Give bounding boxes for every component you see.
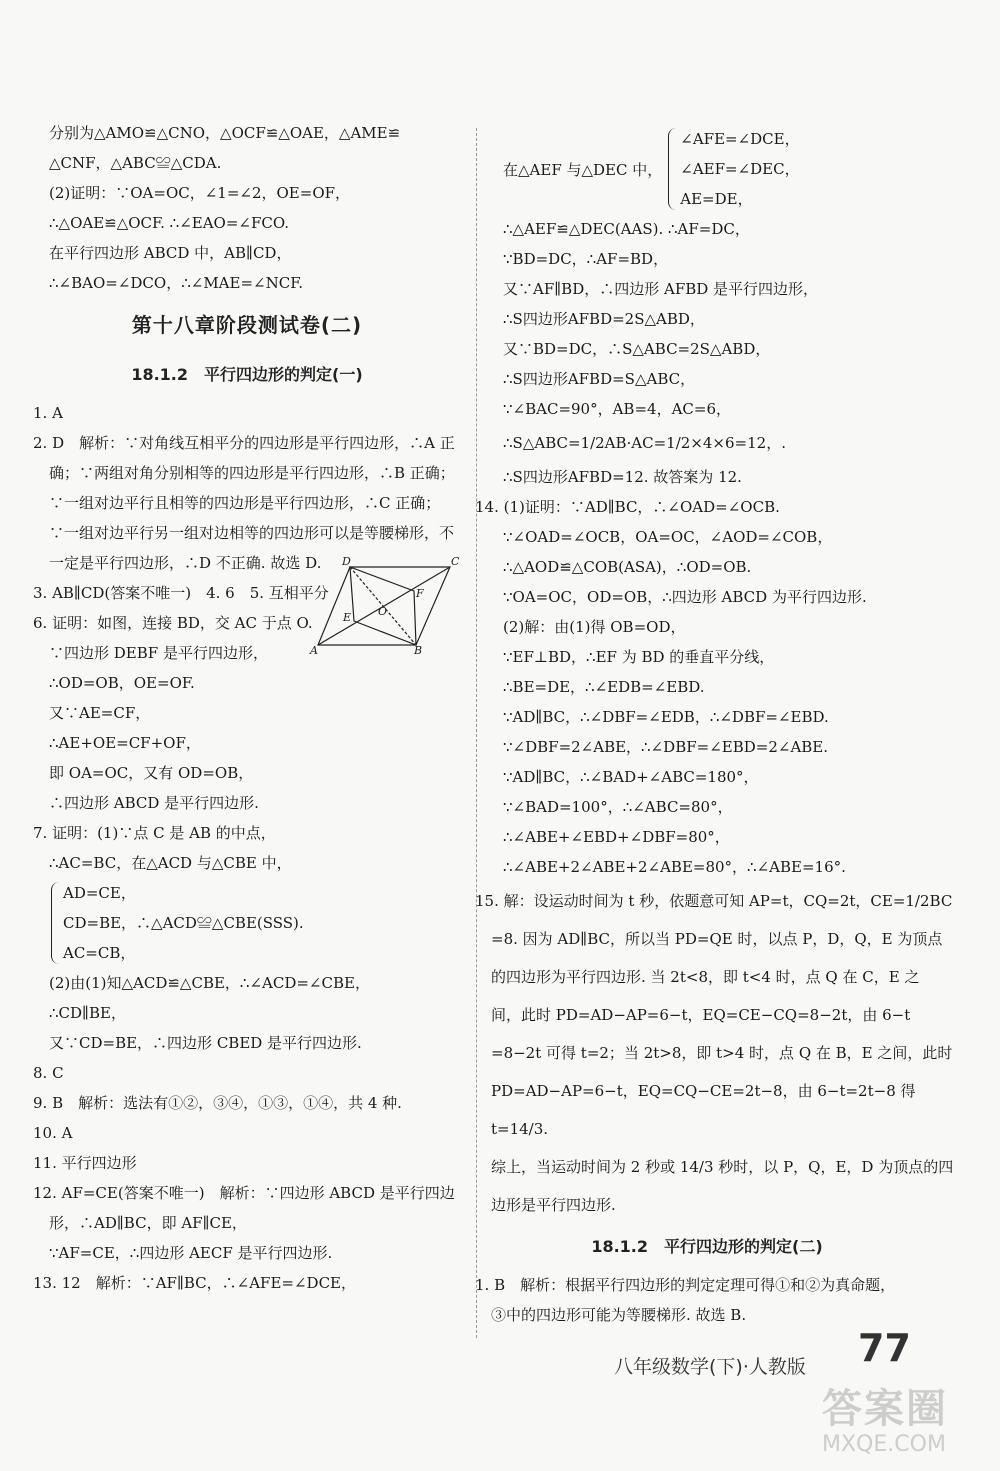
book-title: 八年级数学(下)·人教版: [614, 1356, 806, 1378]
solution-line: 14. (1)证明：∵AD∥BC，∴∠OAD=∠OCB.: [475, 498, 780, 516]
brace-icon: [668, 128, 679, 210]
answer-line: 一定是平行四边形，∴D 不正确. 故选 D.: [49, 554, 322, 572]
solution-line: ∴△AOD≌△COB(ASA)，∴OD=OB.: [503, 558, 752, 576]
equation-system: [49, 878, 461, 968]
solution-line: ∵EF⊥BD，∴EF 为 BD 的垂直平分线，: [503, 648, 775, 666]
solution-line: 15. 解：设运动时间为 t 秒，依题意可知 AP=t，CQ=2t，CE=1/2BC: [475, 892, 953, 910]
answer-line: ∵四边形 DEBF 是平行四边形，: [49, 644, 268, 662]
text-line: ∴∠BAO=∠DCO，∴∠MAE=∠NCF.: [49, 274, 304, 292]
text-line: 分别为△AMO≌△CNO，△OCF≌△OAE，△AME≌: [49, 124, 401, 142]
answer-line: 又∵CD=BE，∴四边形 CBED 是平行四边形.: [49, 1034, 362, 1052]
solution-line: ∴S四边形AFBD=2S△ABD，: [503, 310, 705, 328]
solution-line: 间，此时 PD=AD−AP=6−t，EQ=CE−CQ=8−2t，由 6−t: [491, 1006, 911, 1024]
answer-line: ∴CD∥BE，: [49, 1004, 126, 1022]
answer-line: 即 OA=OC，又有 OD=OB，: [49, 764, 254, 782]
solution-line: ∴∠ABE+2∠ABE+2∠ABE=80°，∴∠ABE=16°.: [503, 858, 846, 876]
solution-line: ∵AD∥BC，∴∠BAD+∠ABC=180°，: [503, 768, 759, 786]
solution-line: t=14/3.: [491, 1120, 549, 1138]
solution-line: ∵∠BAD=100°，∴∠ABC=80°，: [503, 798, 733, 816]
label-c: C: [451, 555, 460, 568]
solution-13: [487, 214, 927, 492]
answer-line: 2. D 解析：∵对角线互相平分的四边形是平行四边形，∴A 正: [33, 434, 455, 452]
left-column: [33, 118, 461, 1298]
answer-line: 1. A: [33, 404, 63, 422]
label-d: D: [342, 555, 351, 568]
text-line: △CNF，△ABC≌△CDA.: [49, 154, 222, 172]
solution-line: 又∵BD=DC，∴S△ABC=2S△ABD，: [503, 340, 771, 358]
system-line: AC=CB，: [63, 944, 136, 962]
solution-line: ∵∠OAD=∠OCB，OA=OC，∠AOD=∠COB，: [503, 528, 833, 546]
system-line: AE=DE，: [680, 190, 753, 208]
right-column: [475, 124, 954, 1330]
system-prefix: 在△AEF 与△DEC 中，: [503, 160, 663, 179]
text-line: 在平行四边形 ABCD 中，AB∥CD，: [49, 244, 292, 262]
chapter-title: 第十八章阶段测试卷(二): [131, 313, 363, 337]
label-a: A: [310, 644, 318, 657]
solution-line: 1. B 解析：根据平行四边形的判定定理可得①和②为真命题，: [475, 1276, 896, 1294]
solution-line: ∴S四边形AFBD=S△ABC，: [503, 370, 696, 388]
solution-line: ∵OA=OC，OD=OB，∴四边形 ABCD 为平行四边形.: [503, 588, 867, 606]
system-line: ∠AEF=∠DEC，: [680, 160, 800, 178]
answer-line: ∴四边形 ABCD 是平行四边形.: [49, 794, 259, 812]
solution-line: 边形是平行四边形.: [491, 1196, 616, 1214]
parallelogram-figure: [308, 555, 458, 655]
equation-system: [666, 124, 799, 214]
answer-line: 13. 12 解析：∵AF∥BC，∴∠AFE=∠DCE，: [33, 1274, 357, 1292]
solution-line: ∵BD=DC，∴AF=BD，: [503, 250, 669, 268]
answer-line: 6. 证明：如图，连接 BD，交 AC 于点 O.: [33, 614, 313, 632]
text-line: ∴△OAE≌△OCF. ∴∠EAO=∠FCO.: [49, 214, 290, 232]
answer-line: 10. A: [33, 1124, 73, 1142]
solution-line: PD=AD−AP=6−t，EQ=CQ−CE=2t−8，由 6−t=2t−8 得: [491, 1082, 916, 1100]
text-line: (2)证明：∵OA=OC，∠1=∠2，OE=OF，: [49, 184, 351, 202]
solution-line: =8. 因为 AD∥BC，所以当 PD=QE 时，以点 P，D，Q，E 为顶点: [491, 930, 943, 948]
solution-15: [475, 882, 954, 1224]
answer-line: 确；∵两组对角分别相等的四边形是平行四边形，∴B 正确；: [49, 464, 455, 482]
solution-line: ∵∠DBF=2∠ABE，∴∠DBF=∠EBD=2∠ABE.: [503, 738, 829, 756]
system-line: ∠AFE=∠DCE，: [680, 130, 800, 148]
solution-line: 综上，当运动时间为 2 秒或 14/3 秒时，以 P，Q，E，D 为顶点的四: [491, 1158, 954, 1176]
answer-line: 7. 证明：(1)∵点 C 是 AB 的中点，: [33, 824, 276, 842]
solution-line: ③中的四边形可能为等腰梯形. 故选 B.: [491, 1306, 747, 1324]
page-number: 77: [858, 1326, 911, 1370]
answer-line: 又∵AE=CF，: [49, 704, 151, 722]
answer-line: ∴AE+OE=CF+OF，: [49, 734, 201, 752]
answer-line: 形，∴AD∥BC，即 AF∥CE，: [49, 1214, 247, 1232]
solution-line: ∴S△ABC=1/2AB·AC=1/2×4×6=12，.: [503, 434, 786, 452]
section-title: 18.1.2 平行四边形的判定(一): [131, 365, 363, 384]
watermark-url: MXQE.COM: [822, 1432, 946, 1457]
solution-line: ∵∠BAC=90°，AB=4，AC=6，: [503, 400, 731, 418]
answer-line: 12. AF=CE(答案不唯一) 解析：∵四边形 ABCD 是平行四边: [33, 1184, 455, 1202]
answer-line: ∴AC=BC，在△ACD 与△CBE 中，: [49, 854, 292, 872]
top-block: [33, 118, 461, 298]
solution-line: =8−2t 可得 t=2；当 2t>8，即 t>4 时，点 Q 在 B，E 之间，此时: [491, 1044, 953, 1062]
answer-line: 11. 平行四边形: [33, 1154, 137, 1172]
solution-line: ∴BE=DE，∴∠EDB=∠EBD.: [503, 678, 705, 696]
answers-block: [33, 398, 461, 1298]
solution-line: ∴S四边形AFBD=12. 故答案为 12.: [503, 468, 742, 486]
watermark-logo: [822, 1388, 987, 1466]
label-o: O: [378, 605, 388, 618]
solution-line: ∴∠ABE+∠EBD+∠DBF=80°，: [503, 828, 730, 846]
answer-line: ∴OD=OB，OE=OF.: [49, 674, 195, 692]
system-line: AD=CE，: [63, 884, 136, 902]
answer-line: 8. C: [33, 1064, 64, 1082]
answer-line: 3. AB∥CD(答案不唯一) 4. 6 5. 互相平分: [33, 584, 329, 602]
answer-line: ∵一组对边平行另一组对边相等的四边形可以是等腰梯形，不: [49, 524, 455, 542]
section-title-2: 18.1.2 平行四边形的判定(二): [591, 1237, 823, 1256]
solution-line: ∴△AEF≌△DEC(AAS). ∴AF=DC，: [503, 220, 750, 238]
answer-line: 9. B 解析：选法有①②，③④，①③，①④，共 4 种.: [33, 1094, 402, 1112]
watermark-text: 答案圈: [822, 1386, 948, 1432]
label-f: F: [416, 587, 424, 600]
answer-line: ∵一组对边平行且相等的四边形是平行四边形，∴C 正确；: [49, 494, 441, 512]
system-13-block: [487, 124, 927, 214]
label-b: B: [414, 644, 423, 657]
solution-line: ∵AD∥BC，∴∠DBF=∠EDB，∴∠DBF=∠EBD.: [503, 708, 829, 726]
solution-line: (2)解：由(1)得 OB=OD，: [503, 618, 686, 636]
solution-line: 又∵AF∥BD，∴四边形 AFBD 是平行四边形，: [503, 280, 819, 298]
system-line: CD=BE，∴△ACD≌△CBE(SSS).: [63, 914, 304, 932]
answer-line: (2)由(1)知△ACD≌△CBE，∴∠ACD=∠CBE，: [49, 974, 370, 992]
brace-icon: [51, 882, 62, 964]
label-e: E: [343, 611, 352, 624]
solution-line: 的四边形为平行四边形. 当 2t<8，即 t<4 时，点 Q 在 C，E 之: [491, 968, 920, 986]
answer-line: ∵AF=CE，∴四边形 AECF 是平行四边形.: [49, 1244, 333, 1262]
